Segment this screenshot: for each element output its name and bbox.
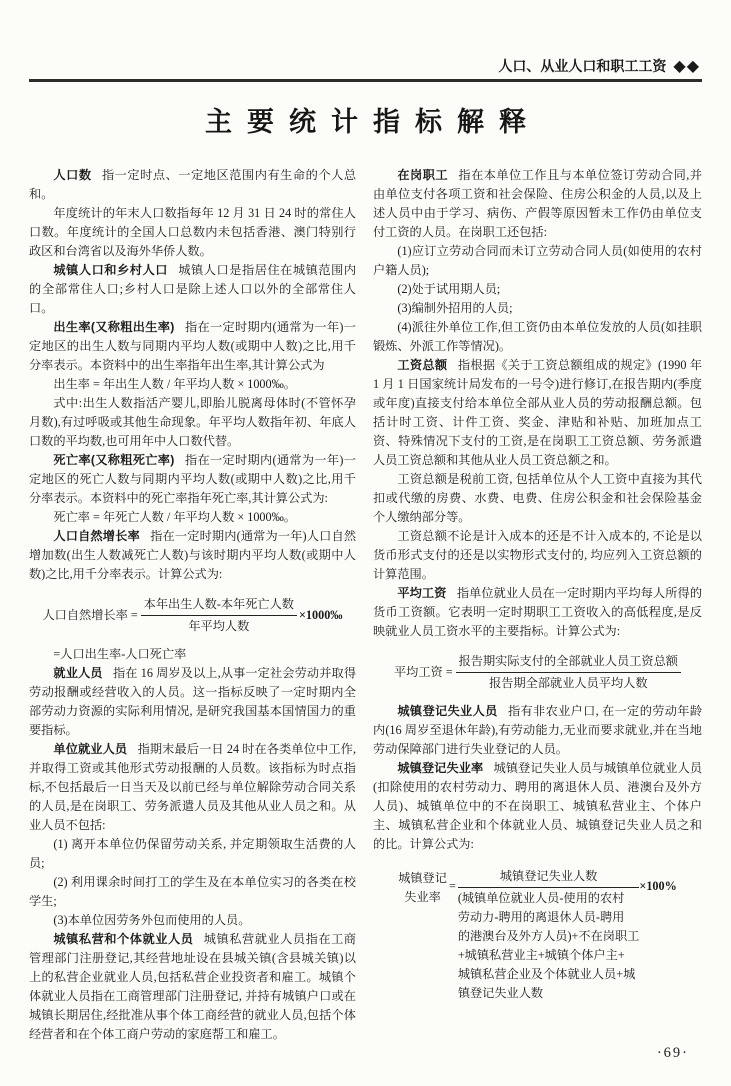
list-item bbox=[373, 318, 702, 356]
paragraph-text: 指在本单位工作且与本单位签订劳动合同,并由单位支付各项工资和社会保险、住房公积金的人员,以及上述人员中由于学习、病伤、产假等原因暂未工作仍由单位支付工资的人员。在岗职工还包括: bbox=[373, 168, 703, 239]
right-column bbox=[373, 166, 702, 1044]
fraction-numerator: 报告期实际支付的全部就业人员工资总额 bbox=[456, 652, 681, 673]
list-item-text: (2) 利用课余时间打工的学生及在本单位实习的各类在校学生; bbox=[29, 875, 356, 908]
header-divider bbox=[29, 79, 702, 82]
equals-sign: = bbox=[130, 608, 138, 622]
formula-unemployment-rate bbox=[373, 867, 702, 1003]
fraction bbox=[458, 867, 640, 1003]
page-title: 主要统计指标解释 bbox=[205, 107, 541, 137]
paragraph bbox=[29, 740, 356, 835]
list-item-text: (3)本单位因劳务外包而使用的人员。 bbox=[53, 913, 251, 927]
paragraph-text: 指在一定时期内(通常为一年)人口自然增加数(出生人数减死亡人数)与该时期内平均人数(或期中人数)之比,用千分率表示。计算公式为: bbox=[29, 529, 357, 581]
paragraph bbox=[29, 318, 356, 375]
term-registered-unemployed: 城镇登记失业人员 bbox=[397, 704, 498, 718]
paragraph-text: 指单位就业人员在一定时期内平均每人所得的货币工资额。它表明一定时期职工工资收入的高低程度,是反映就业人员工资水平的主要指标。计算公式为: bbox=[373, 586, 703, 638]
fraction bbox=[456, 652, 681, 693]
formula-text: 死亡率 = 年死亡人数 / 年平均人数 × 1000‰。 bbox=[53, 510, 296, 524]
term-birth-rate: 出生率(又称粗出生率) bbox=[53, 320, 175, 334]
paragraph-text: 城镇登记失业人员与城镇单位就业人员(扣除使用的农村劳动力、聘用的离退休人员、港澳台及外方人员)、城镇单位中的不在岗职工、城镇私营业主、个体户主、城镇私营企业和个体就业人员、城镇登记失业人员之和的比。计算公式为: bbox=[373, 761, 703, 851]
page-number: ·69· bbox=[656, 1045, 689, 1061]
term-staff-on-duty: 在岗职工 bbox=[397, 168, 449, 182]
paragraph bbox=[29, 394, 356, 451]
term-employed-persons: 就业人员 bbox=[53, 666, 103, 680]
denominator-line: (城镇单位就业人员-使用的农村 bbox=[457, 891, 625, 905]
list-item-text: (4)派往外单位工作,但工资仍由本单位发放的人员(如挂职锻炼、外派工作等情况)。 bbox=[373, 320, 702, 353]
paragraph-text: 式中:出生人数指活产婴儿,即胎儿脱离母体时(不管怀孕月数),有过呼吸或其他生命现象。年平均人数指年初、年底人口数的平均数,也可用年中人口数代替。 bbox=[29, 396, 356, 448]
term-population: 人口数 bbox=[53, 168, 92, 182]
list-item-text: (1) 离开本单位仍保留劳动关系, 并定期领取生活费的人员; bbox=[29, 837, 356, 870]
formula-natural-growth-rate bbox=[29, 595, 356, 636]
paragraph-text: 城镇私营就业人员指在工商管理部门注册登记,其经营地址设在县城关镇(含县城关镇)以上的私营企业就业人员,包括私营企业投资者和雇工。城镇个体就业人员指在工商管理部门注册登记, 并持有城镇户口或在城镇长期居住,经批准从事个体工商经营的就业人员,包括个体经营者和在个体工商户劳动的家庭帮工和雇工。 bbox=[29, 932, 356, 1041]
formula-lhs bbox=[398, 869, 447, 907]
term-unit-employed-persons: 单位就业人员 bbox=[53, 742, 128, 756]
list-item-text: (2)处于试用期人员; bbox=[397, 282, 501, 296]
list-item bbox=[29, 835, 356, 873]
paragraph-text: 指在 16 周岁及以上,从事一定社会劳动并取得劳动报酬或经营收入的人员。这一指标反映了一定时期内全部劳动力资源的实际利用情况, 是研究我国基本国情国力的重要指标。 bbox=[29, 666, 357, 737]
list-item bbox=[29, 911, 356, 930]
paragraph bbox=[29, 166, 356, 204]
paragraph bbox=[373, 166, 702, 242]
paragraph bbox=[373, 527, 702, 584]
formula-multiplier: ×100% bbox=[639, 879, 677, 893]
left-column bbox=[29, 166, 356, 1044]
paragraph bbox=[373, 470, 702, 527]
paragraph bbox=[29, 204, 356, 261]
paragraph-text: 指有非农业户口, 在一定的劳动年龄内(16 周岁至退休年龄),有劳动能力,无业而要求就业,并在当地劳动保障部门进行失业登记的人员。 bbox=[373, 704, 703, 756]
paragraph bbox=[29, 527, 356, 584]
equals-sign: = bbox=[448, 879, 456, 893]
formula-multiplier: ×1000‰ bbox=[298, 608, 343, 622]
fraction bbox=[141, 595, 297, 636]
list-item bbox=[29, 873, 356, 911]
term-urban-private-individual: 城镇私营和个体就业人员 bbox=[53, 932, 194, 946]
denominator-line: 镇登记失业人数 bbox=[457, 986, 544, 1000]
term-total-wages: 工资总额 bbox=[397, 358, 448, 372]
paragraph bbox=[29, 664, 356, 740]
paragraph bbox=[29, 261, 356, 318]
fraction-denominator: 报告期全部就业人员平均人数 bbox=[489, 676, 648, 690]
paragraph-text: 指一定时点、一定地区范围内有生命的个人总和。 bbox=[29, 168, 357, 201]
diamond-icon: ◆◆ bbox=[673, 58, 700, 75]
paragraph bbox=[29, 451, 356, 508]
term-death-rate: 死亡率(又称粗死亡率) bbox=[53, 453, 175, 467]
term-registered-unemployment-rate: 城镇登记失业率 bbox=[397, 761, 484, 775]
paragraph-text: 指在一定时期内(通常为一年)一定地区的出生人数与同期内平均人数(或期中人数)之比,用千分率表示。本资料中的出生率指年出生率,其计算公式为 bbox=[29, 320, 356, 372]
denominator-line: +城镇私营业主+城镇个体户主+ bbox=[457, 948, 625, 962]
term-average-wage: 平均工资 bbox=[397, 586, 447, 600]
paragraph-text: 年度统计的年末人口数指每年 12 月 31 日 24 时的常住人口数。年度统计的全国人口总数内未包括香港、澳门特别行政区和台湾省以及海外华侨人数。 bbox=[29, 206, 356, 258]
equals-sign: = bbox=[445, 665, 453, 679]
list-item bbox=[373, 242, 702, 280]
paragraph-text: 城镇人口是指居住在城镇范围内的全部常住人口;乡村人口是除上述人口以外的全部常住人口。 bbox=[29, 263, 357, 315]
paragraph-text: 工资总额是税前工资, 包括单位从个人工资中直接为其代扣或代缴的房费、水费、电费、住房公积金和社会保险基金个人缴纳部分等。 bbox=[373, 472, 702, 524]
denominator-line: 劳动力-聘用的离退休人员-聘用 bbox=[457, 910, 625, 924]
paragraph bbox=[29, 930, 356, 1044]
fraction-denominator bbox=[458, 888, 640, 1003]
formula-death-rate bbox=[29, 508, 356, 527]
formula-lhs-line1: 城镇登记 bbox=[398, 871, 447, 885]
paragraph-text: 指期末最后一日 24 时在各类单位中工作,并取得工资或其他形式劳动报酬的人员数。该指标为时点指标,不包括最后一日当天及以前已经与单位解除劳动合同关系的人员,是在岗职工、劳务派遣人员及其他从业人员之和。从业人员不包括: bbox=[29, 742, 357, 832]
list-item-text: (3)编制外招用的人员; bbox=[397, 301, 513, 315]
paragraph bbox=[373, 759, 702, 854]
paragraph-text: 工资总额不论是计入成本的还是不计入成本的, 不论是以货币形式支付的还是以实物形式支付的, 均应列入工资总额的计算范围。 bbox=[373, 529, 702, 581]
formula-lhs: 平均工资 bbox=[394, 665, 443, 679]
paragraph-text: 指根据《关于工资总额组成的规定》(1990 年 1 月 1 日国家统计局发布的一号令)进行修订,在报告期内(季度或年度)直接支付给本单位全部从业人员的劳动报酬总额。包括计时工资、计件工资、奖金、津贴和补贴、加班加点工资、特殊情况下支付的工资,是在岗职工工资总额、劳务派遣人员工资总额和其他从业人员工资总额之和。 bbox=[373, 358, 703, 467]
formula-text: =人口出生率-人口死亡率 bbox=[53, 647, 187, 661]
running-head bbox=[29, 58, 702, 74]
running-head-title: 人口、从业人口和职工工资 bbox=[498, 58, 667, 74]
fraction-numerator: 城镇登记失业人数 bbox=[458, 867, 640, 888]
formula-average-wage bbox=[373, 652, 702, 693]
two-column-body bbox=[29, 166, 702, 1044]
fraction-numerator: 本年出生人数-本年死亡人数 bbox=[141, 595, 297, 616]
formula-birth-rate bbox=[29, 375, 356, 394]
paragraph bbox=[373, 584, 702, 641]
list-item bbox=[373, 299, 702, 318]
term-natural-growth-rate: 人口自然增长率 bbox=[53, 529, 140, 543]
list-item bbox=[373, 280, 702, 299]
denominator-line: 城镇私营企业及个体就业人员+城 bbox=[457, 967, 636, 981]
paragraph-text: 指在一定时期内(通常为一年)一定地区的死亡人数与同期内平均人数(或期中人数)之比,用千分率表示。本资料中的死亡率指年死亡率,其计算公式为: bbox=[29, 453, 356, 505]
denominator-line: 的港澳台及外方人员)+不在岗职工 bbox=[457, 929, 640, 943]
paragraph bbox=[373, 356, 702, 470]
formula-lhs-line2: 失业率 bbox=[404, 890, 441, 904]
formula-continuation bbox=[29, 645, 356, 664]
formula-text: 出生率 = 年出生人数 / 年平均人数 × 1000‰。 bbox=[53, 377, 296, 391]
fraction-denominator: 年平均人数 bbox=[188, 619, 250, 633]
list-item-text: (1)应订立劳动合同而未订立劳动合同人员(如使用的农村户籍人员); bbox=[373, 244, 702, 277]
formula-lhs: 人口自然增长率 bbox=[42, 608, 128, 622]
paragraph bbox=[373, 702, 702, 759]
term-urban-rural-population: 城镇人口和乡村人口 bbox=[53, 263, 168, 277]
